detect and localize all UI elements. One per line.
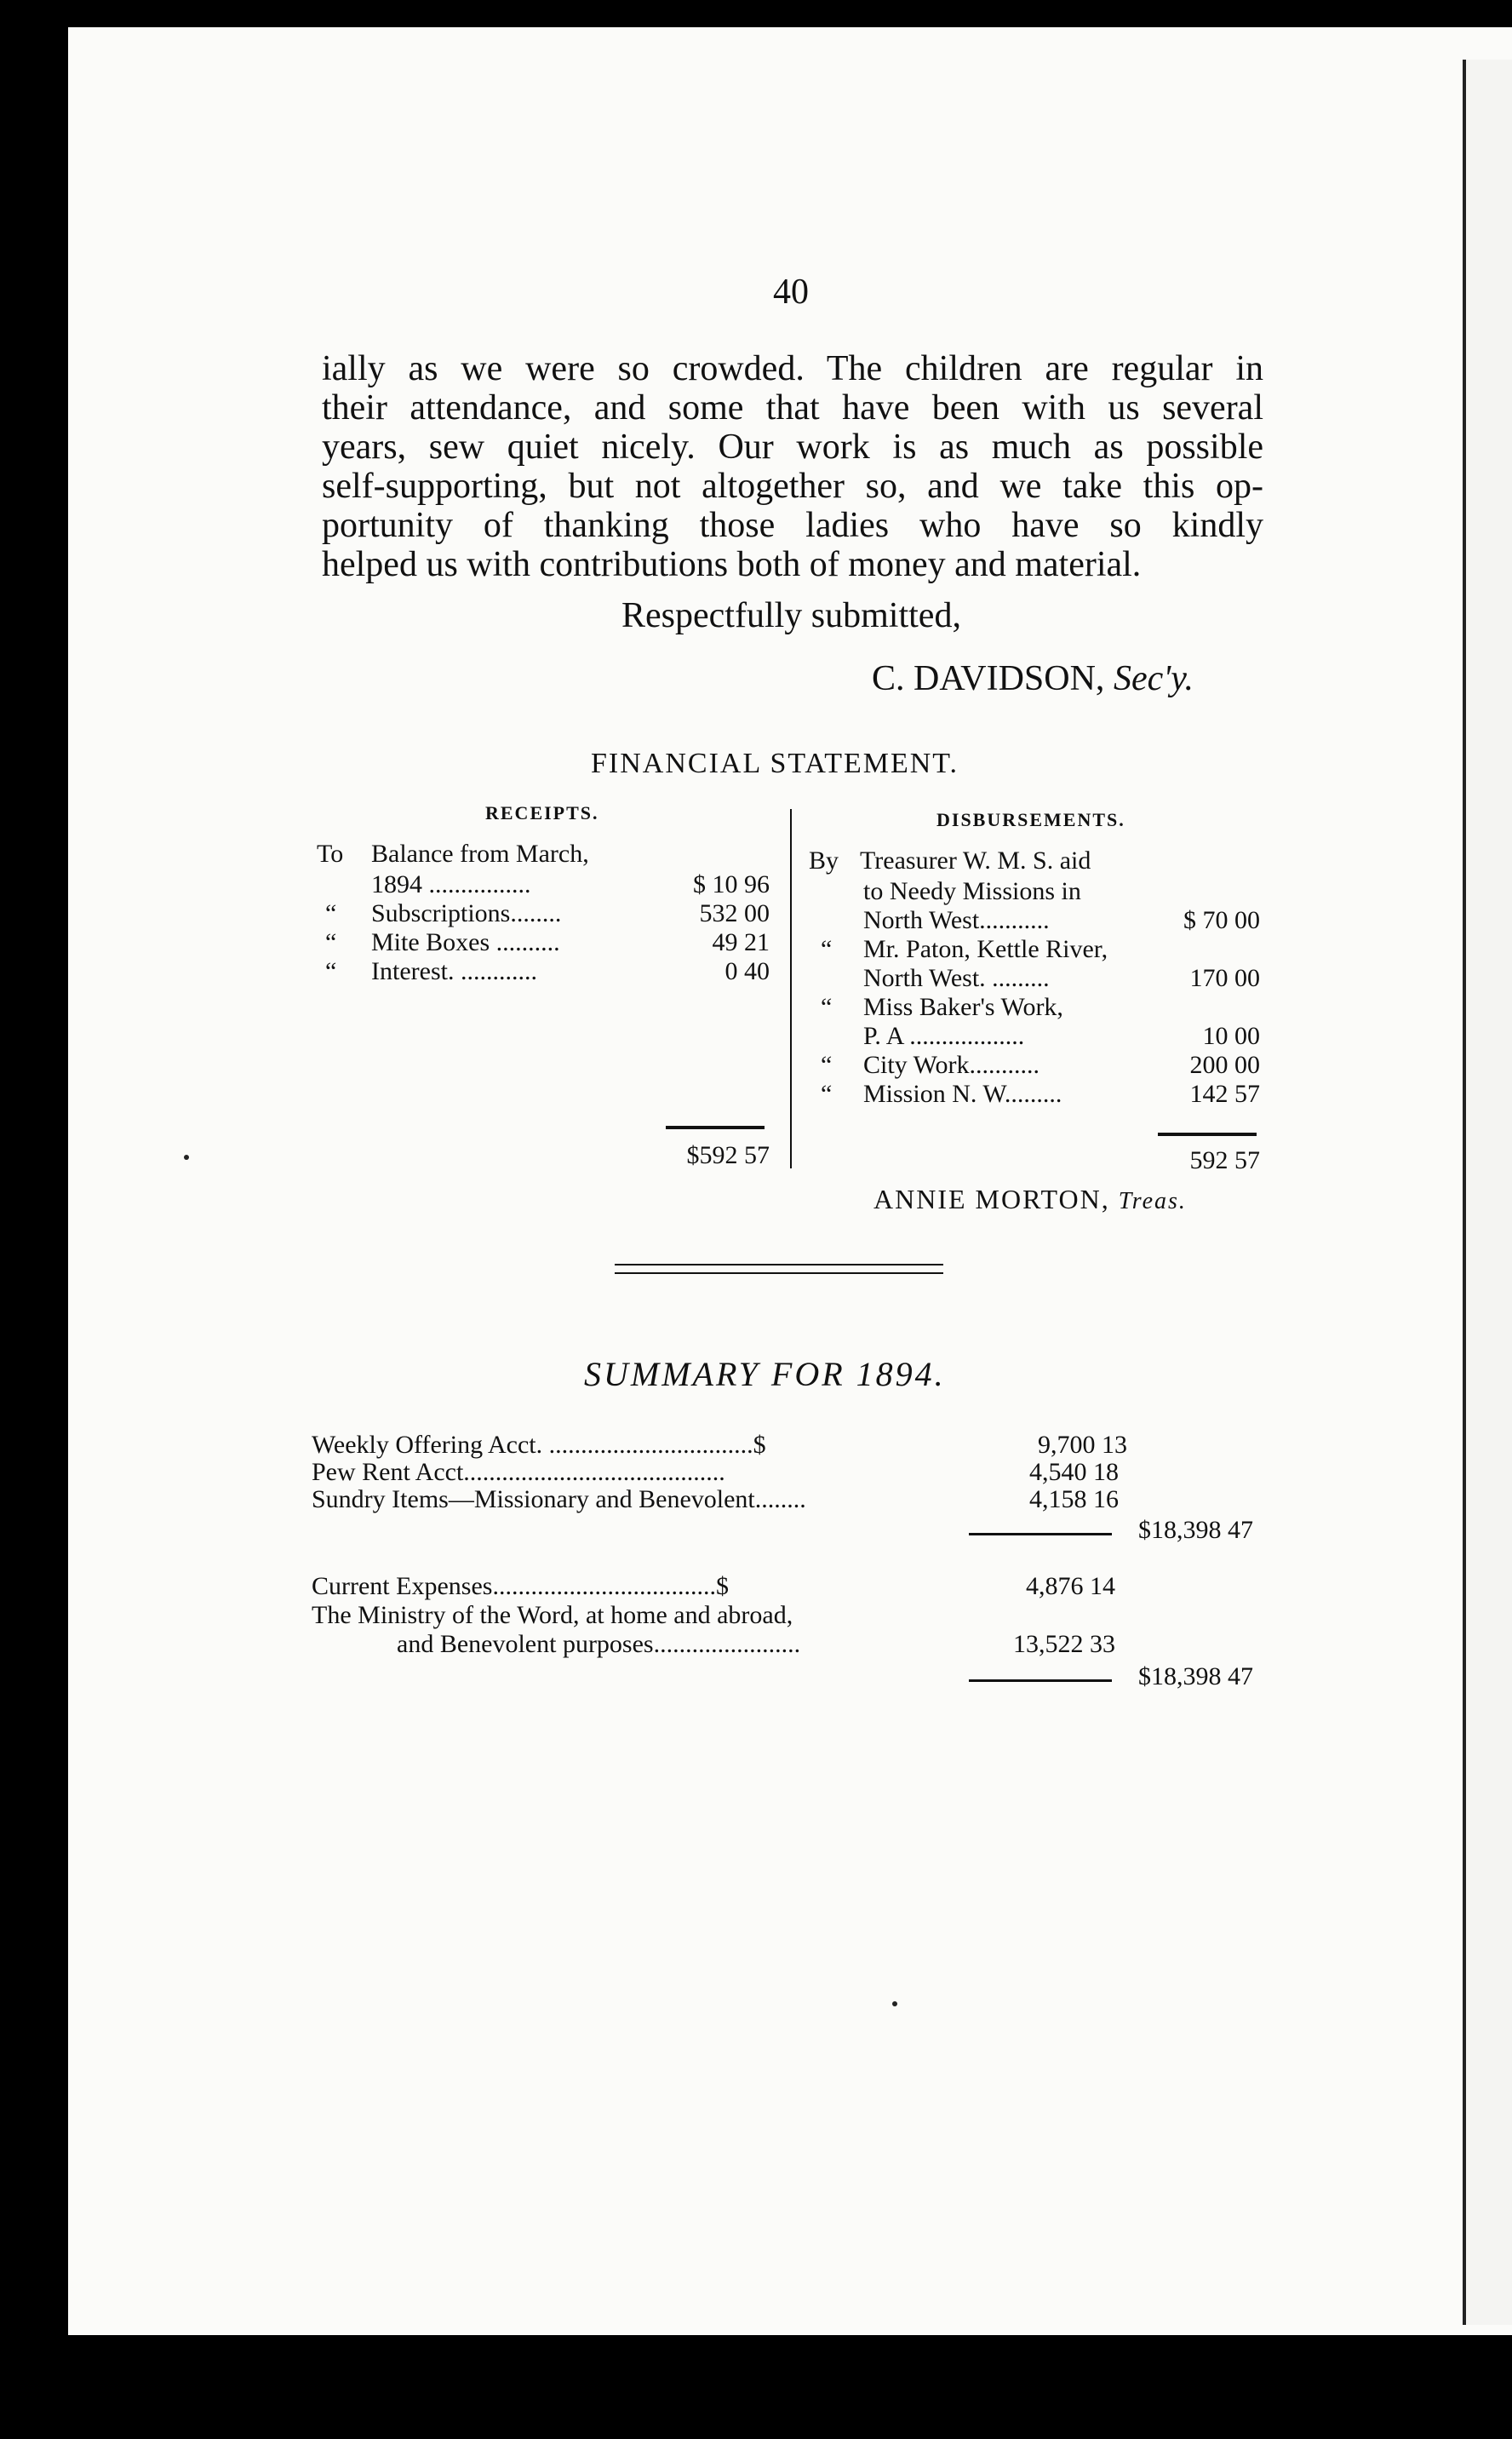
speck <box>892 2001 897 2006</box>
ditto-mark: “ <box>325 899 337 927</box>
summary-line: and Benevolent purposes....................... <box>397 1630 801 1658</box>
paragraph-line: their attendance, and some that have been with us several <box>322 388 1263 428</box>
list-item-text: Balance from March, <box>371 840 589 868</box>
disbursements-total-rule <box>1158 1133 1257 1136</box>
list-item-amount: 200 00 <box>1189 1051 1260 1079</box>
signature-name: C. DAVIDSON, <box>872 659 1105 698</box>
list-item-amount: 170 00 <box>1189 964 1260 992</box>
signature-title: Sec'y. <box>1113 659 1194 698</box>
list-item-text: Mr. Paton, Kettle River, <box>863 935 1108 963</box>
list-item-text: Interest. ............ <box>371 957 537 985</box>
signature <box>872 659 1194 698</box>
receipts-heading: RECEIPTS. <box>485 802 599 824</box>
receipts-total: $592 57 <box>686 1141 770 1169</box>
closing-line: Respectfully submitted, <box>621 596 961 635</box>
list-item-amount: 49 21 <box>712 928 770 956</box>
list-item-text: Treasurer W. M. S. aid <box>860 846 1091 875</box>
speck <box>184 1155 189 1160</box>
summary-line: Weekly Offering Acct. ................................$ <box>312 1431 766 1459</box>
list-item-text: Mission N. W......... <box>863 1080 1062 1108</box>
paragraph-line: ially as we were so crowded. The children are regular in <box>322 349 1263 388</box>
ditto-mark: “ <box>821 935 833 963</box>
list-item-amount: 0 40 <box>724 957 770 985</box>
list-item-text: to Needy Missions in <box>863 877 1081 905</box>
ditto-mark: “ <box>325 957 337 985</box>
summary-amount: 9,700 13 <box>1038 1431 1127 1459</box>
list-item-text: North West........... <box>863 906 1050 934</box>
list-item-amount: $ 70 00 <box>1183 906 1260 934</box>
section-separator-top <box>615 1264 943 1265</box>
summary-line: Sundry Items—Missionary and Benevolent........ <box>312 1485 806 1513</box>
summary-total-2: $18,398 47 <box>1138 1662 1253 1690</box>
summary-total-1: $18,398 47 <box>1138 1516 1253 1544</box>
list-item-prefix: By <box>809 846 839 875</box>
financial-heading: FINANCIAL STATEMENT. <box>591 748 959 779</box>
list-item-text: City Work........... <box>863 1051 1040 1079</box>
summary-heading: SUMMARY FOR 1894. <box>584 1355 946 1393</box>
summary-line: The Ministry of the Word, at home and abroad, <box>312 1601 793 1629</box>
paragraph-line: years, sew quiet nicely. Our work is as much as possible <box>322 428 1263 467</box>
list-item-text: Mite Boxes .......... <box>371 928 560 956</box>
page-number: 40 <box>773 273 809 312</box>
list-item-text: Subscriptions........ <box>371 899 562 927</box>
paragraph-line: portunity of thanking those ladies who have so kindly <box>322 506 1263 545</box>
disbursements-heading: DISBURSEMENTS. <box>936 809 1125 830</box>
summary-amount: 4,876 14 <box>1026 1572 1115 1600</box>
paragraph-line: helped us with contributions both of money and material. <box>322 545 1142 584</box>
summary-total-rule-1 <box>969 1533 1112 1535</box>
summary-amount: 4,158 16 <box>1029 1485 1119 1513</box>
ditto-mark: “ <box>821 1051 833 1079</box>
summary-line: Pew Rent Acct......................................... <box>312 1458 725 1486</box>
adjacent-page-edge <box>1463 60 1512 2325</box>
summary-amount: 4,540 18 <box>1029 1458 1119 1486</box>
list-item-text: P. A .................. <box>863 1022 1025 1050</box>
list-item-amount: 10 00 <box>1202 1022 1260 1050</box>
ditto-mark: “ <box>821 993 833 1021</box>
receipts-total-rule <box>666 1126 765 1129</box>
summary-line: Current Expenses...................................$ <box>312 1572 729 1600</box>
list-item-text: 1894 ................ <box>371 870 531 898</box>
treasurer-title: Treas. <box>1118 1188 1187 1214</box>
summary-amount: 13,522 33 <box>1013 1630 1115 1658</box>
ditto-mark: “ <box>325 928 337 956</box>
treasurer-name: ANNIE MORTON, <box>873 1184 1110 1214</box>
paragraph-line: self-supporting, but not altogether so, and we take this op- <box>322 467 1263 506</box>
section-separator-bottom <box>615 1272 943 1274</box>
treasurer-signature <box>873 1184 1187 1215</box>
summary-total-rule-2 <box>969 1679 1112 1682</box>
disbursements-total: 592 57 <box>1189 1146 1260 1174</box>
ditto-mark: “ <box>821 1080 833 1108</box>
list-item-amount: $ 10 96 <box>693 870 770 898</box>
list-item: To <box>317 840 344 868</box>
list-item-text: North West. ......... <box>863 964 1050 992</box>
list-item-text: Miss Baker's Work, <box>863 993 1063 1021</box>
list-item-amount: 532 00 <box>699 899 770 927</box>
list-item-amount: 142 57 <box>1189 1080 1260 1108</box>
column-divider <box>790 809 792 1168</box>
